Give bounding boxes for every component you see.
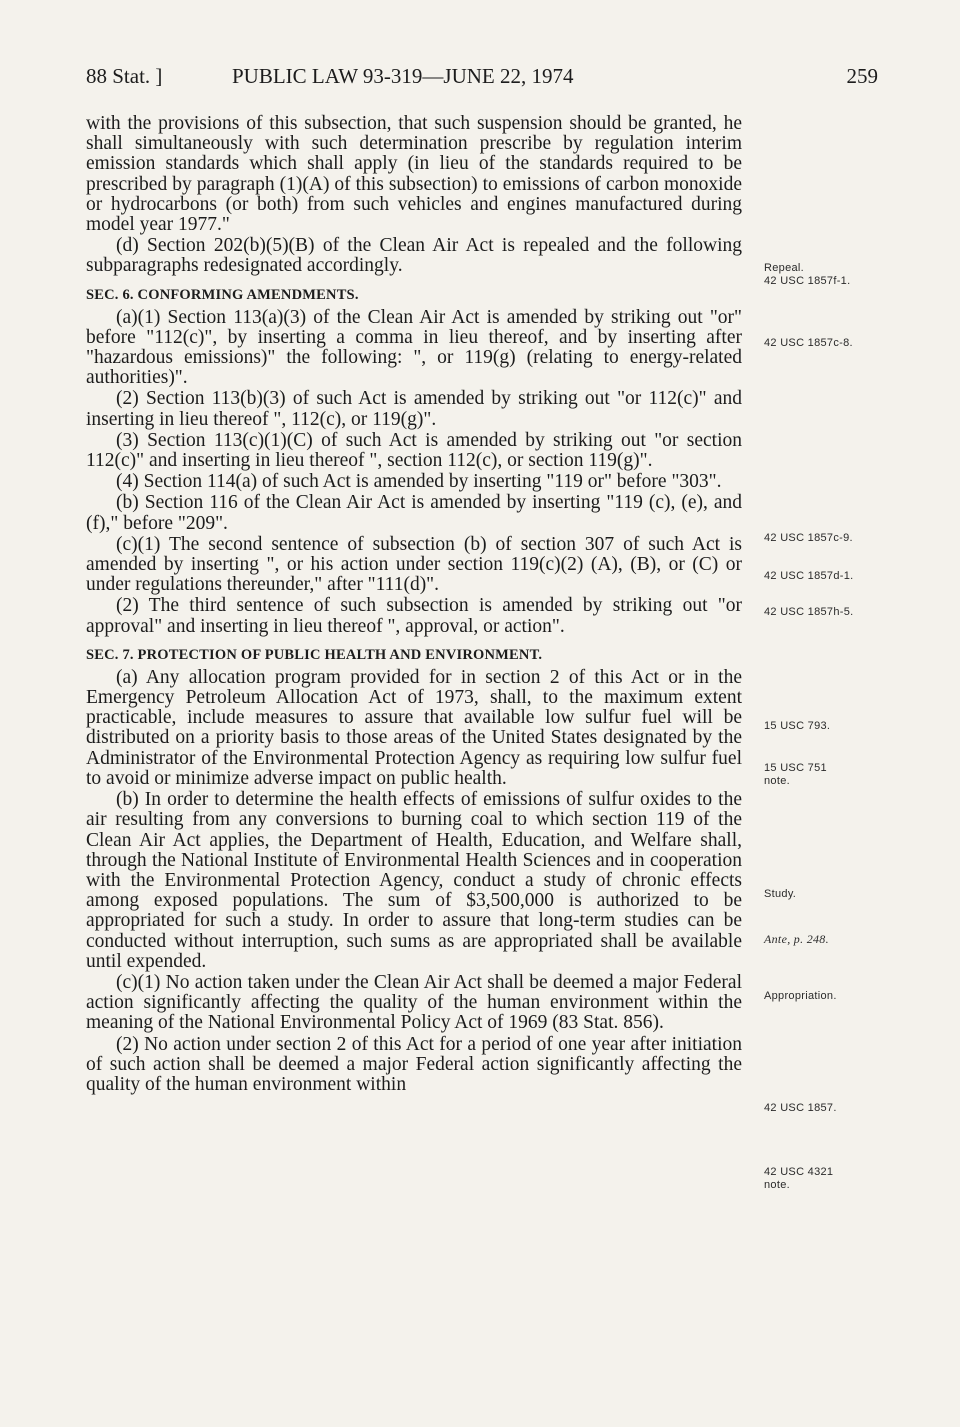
margin-note-1857c9: 42 USC 1857c-9.	[764, 532, 853, 544]
margin-note-ante: Ante, p. 248.	[764, 932, 829, 946]
page-header	[86, 64, 886, 94]
paragraph-6b: (b) Section 116 of the Clean Air Act is amended by inserting "119 (c), (e), and (f)," before "209".	[86, 492, 742, 534]
margin-note-study: Study.	[764, 888, 797, 900]
paragraph-7c2: (2) No action under section 2 of this Act for a period of one year after initiation of such action shall be deemed a major Federal action significantly affecting the quality of the human environment within	[86, 1033, 742, 1095]
paragraph-6a2: (2) Section 113(b)(3) of such Act is amended by striking out "or 112(c)" and inserting in lieu thereof ", 112(c), or 119(g)".	[86, 388, 742, 430]
paragraph-continued: with the provisions of this subsection, that such suspension should be granted, he shall simultaneously with such determination prescribe by regulation interim emission standards which shall apply (in lieu of the standards required to be prescribed by paragraph (1)(A) of this subsection) to emissions of carbon monoxide or hydrocarbons (or both) from such vehicles and engines manufactured during model year 1977."	[86, 113, 742, 236]
margin-note-1857: 42 USC 1857.	[764, 1102, 837, 1114]
paragraph-6a1: (a)(1) Section 113(a)(3) of the Clean Air Act is amended by striking out "or" before "112(c)", by inserting a comma in lieu thereof, and by inserting after "hazardous emissions)" the following: ", or 119(g) (relating to energy-related authorities)".	[86, 306, 742, 389]
law-title: PUBLIC LAW 93-319—JUNE 22, 1974	[232, 64, 574, 88]
page-number: 259	[846, 64, 878, 88]
margin-note-appropriation: Appropriation.	[764, 990, 837, 1002]
body-text	[86, 114, 742, 1095]
margin-note-751: 15 USC 751 note.	[764, 762, 827, 787]
paragraph-7b: (b) In order to determine the health effects of emissions of sulfur oxides to the air resulting from any conversions to burning coal to which section 119 of the Clean Air Act applies, the Department of Health, Education, and Welfare shall, through the National Institute of Environmental Health Sciences and in cooperation with the Environmental Protection Agency, conduct a study of chronic effects among exposed populations. The sum of $3,500,000 is authorized to be appropriated for such a study. In order to assure that long-term studies can be conducted without interruption, such sums as are appropriated shall be available until expended.	[86, 789, 742, 972]
paragraph-7c1: (c)(1) No action taken under the Clean Air Act shall be deemed a major Federal action significantly affecting the quality of the human environment within the meaning of the National Environmental Policy Act of 1969 (83 Stat. 856).	[86, 971, 742, 1034]
margin-note-repeal: Repeal. 42 USC 1857f-1.	[764, 262, 851, 287]
margin-note-1857h5: 42 USC 1857h-5.	[764, 606, 854, 618]
paragraph-7a: (a) Any allocation program provided for in section 2 of this Act or in the Emergency Petroleum Allocation Act of 1973, shall, to the maximum extent practicable, include measures to assure that available low sulfur fuel will be distributed on a priority basis to those areas of the United States designated by the Administrator of the Environmental Protection Agency as requiring low sulfur fuel to avoid or minimize adverse impact on public health.	[86, 666, 742, 789]
margin-note-1857c8: 42 USC 1857c-8.	[764, 337, 853, 349]
margin-note-1857d1: 42 USC 1857d-1.	[764, 570, 854, 582]
paragraph-6a3: (3) Section 113(c)(1)(C) of such Act is amended by striking out "or section 112(c)" and inserting in lieu thereof ", section 112(c), or section 119(g)".	[86, 429, 742, 472]
margin-note-4321: 42 USC 4321 note.	[764, 1166, 834, 1191]
paragraph-6a4: (4) Section 114(a) of such Act is amended by inserting "119 or" before "303".	[116, 471, 722, 493]
section-6-heading: SEC. 6. CONFORMING AMENDMENTS.	[86, 286, 359, 303]
section-7-heading: SEC. 7. PROTECTION OF PUBLIC HEALTH AND ENVIRONMENT.	[86, 646, 543, 663]
paragraph-6c2: (2) The third sentence of such subsection is amended by striking out "or approval" and inserting in lieu thereof ", approval, or action".	[86, 595, 742, 637]
statute-volume: 88 Stat. ]	[86, 64, 163, 88]
paragraph-5d: (d) Section 202(b)(5)(B) of the Clean Air Act is repealed and the following subparagraphs redesignated accordingly.	[86, 235, 742, 277]
margin-note-793: 15 USC 793.	[764, 720, 831, 732]
paragraph-6c1: (c)(1) The second sentence of subsection (b) of section 307 of such Act is amended by inserting ", or his action under section 119(c)(2) (A), (B), or (C) or under regulations thereunder," after "111(d)".	[86, 533, 742, 596]
